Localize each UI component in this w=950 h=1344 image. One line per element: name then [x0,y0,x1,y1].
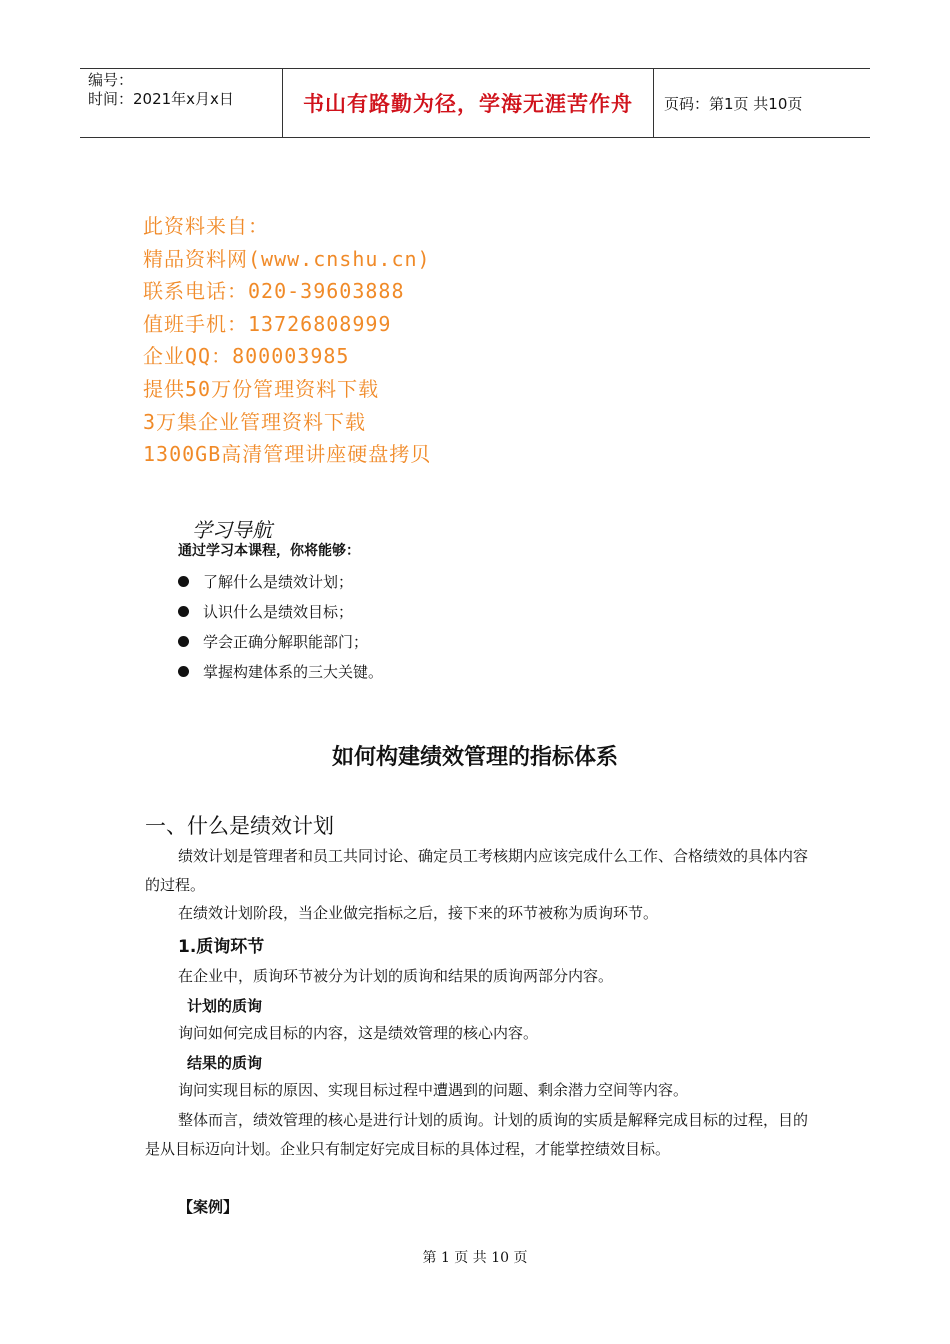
guide-item: 掌握构建体系的三大关键。 [178,656,383,686]
header-motto-cell [282,69,654,137]
promo-line: 企业QQ：800003985 [143,344,350,369]
bullet-icon [178,606,189,617]
case-label: 【案例】 [178,1198,239,1216]
promo-line: 此资料来自： [143,214,269,238]
section-title: 一、什么是绩效计划 [145,814,334,838]
promo-line: 1300GB高清管理讲座硬盘拷贝 [143,442,432,467]
header-meta [80,69,282,137]
paragraph: 绩效计划是管理者和员工共同讨论、确定员工考核期内应该完成什么工作、合格绩效的具体内容的过程。 [145,847,809,894]
promo-line: 精品资料网(www.cnshu.cn) [143,246,431,271]
document-title: 如何构建绩效管理的指标体系 [331,745,618,770]
header-table [80,68,870,138]
promo-line: 值班手机：13726808999 [143,311,392,336]
bullet-icon [178,666,189,677]
bullet-icon [178,576,189,587]
promo-line: 3万集企业管理资料下载 [143,409,367,434]
paragraph: 询问实现目标的原因、实现目标过程中遭遇到的问题、剩余潜力空间等内容。 [178,1081,689,1099]
guide-title: 学习导航 [192,518,272,542]
paragraph: 整体而言，绩效管理的核心是进行计划的质询。计划的质询的实质是解释完成目标的过程，目的是从目标迈向计划。企业只有制定好完成目标的具体过程，才能掌控绩效目标。 [145,1111,809,1158]
header-page-info: 页码：第1页 共10页 [664,94,803,113]
promo-line: 联系电话：020-39603888 [143,279,405,304]
page-footer: 第 1 页 共 10 页 [422,1250,528,1266]
guide-item: 学会正确分解职能部门； [178,626,383,656]
guide-intro: 通过学习本课程，你将能够： [178,543,360,559]
header-motto: 书山有路勤为径，学海无涯苦作舟 [303,92,633,116]
bullet-icon [178,636,189,647]
subsection-heading: 计划的质询 [187,997,263,1015]
paragraph: 在绩效计划阶段，当企业做完指标之后，接下来的环节被称为质询环节。 [178,904,659,922]
number-label: 编号： [88,71,134,89]
time-label: 时间：2021年x月x日 [88,90,234,108]
guide-list [178,566,383,686]
subsection-heading: 结果的质询 [187,1054,263,1072]
paragraph: 在企业中，质询环节被分为计划的质询和结果的质询两部分内容。 [178,967,614,985]
promo-line: 提供50万份管理资料下载 [143,376,380,401]
promo-block [143,210,431,471]
paragraph: 询问如何完成目标的内容，这是绩效管理的核心内容。 [178,1024,539,1042]
guide-item: 认识什么是绩效目标； [178,596,383,626]
subsection-title: 1.质询环节 [178,937,265,957]
guide-item: 了解什么是绩效计划； [178,566,383,596]
